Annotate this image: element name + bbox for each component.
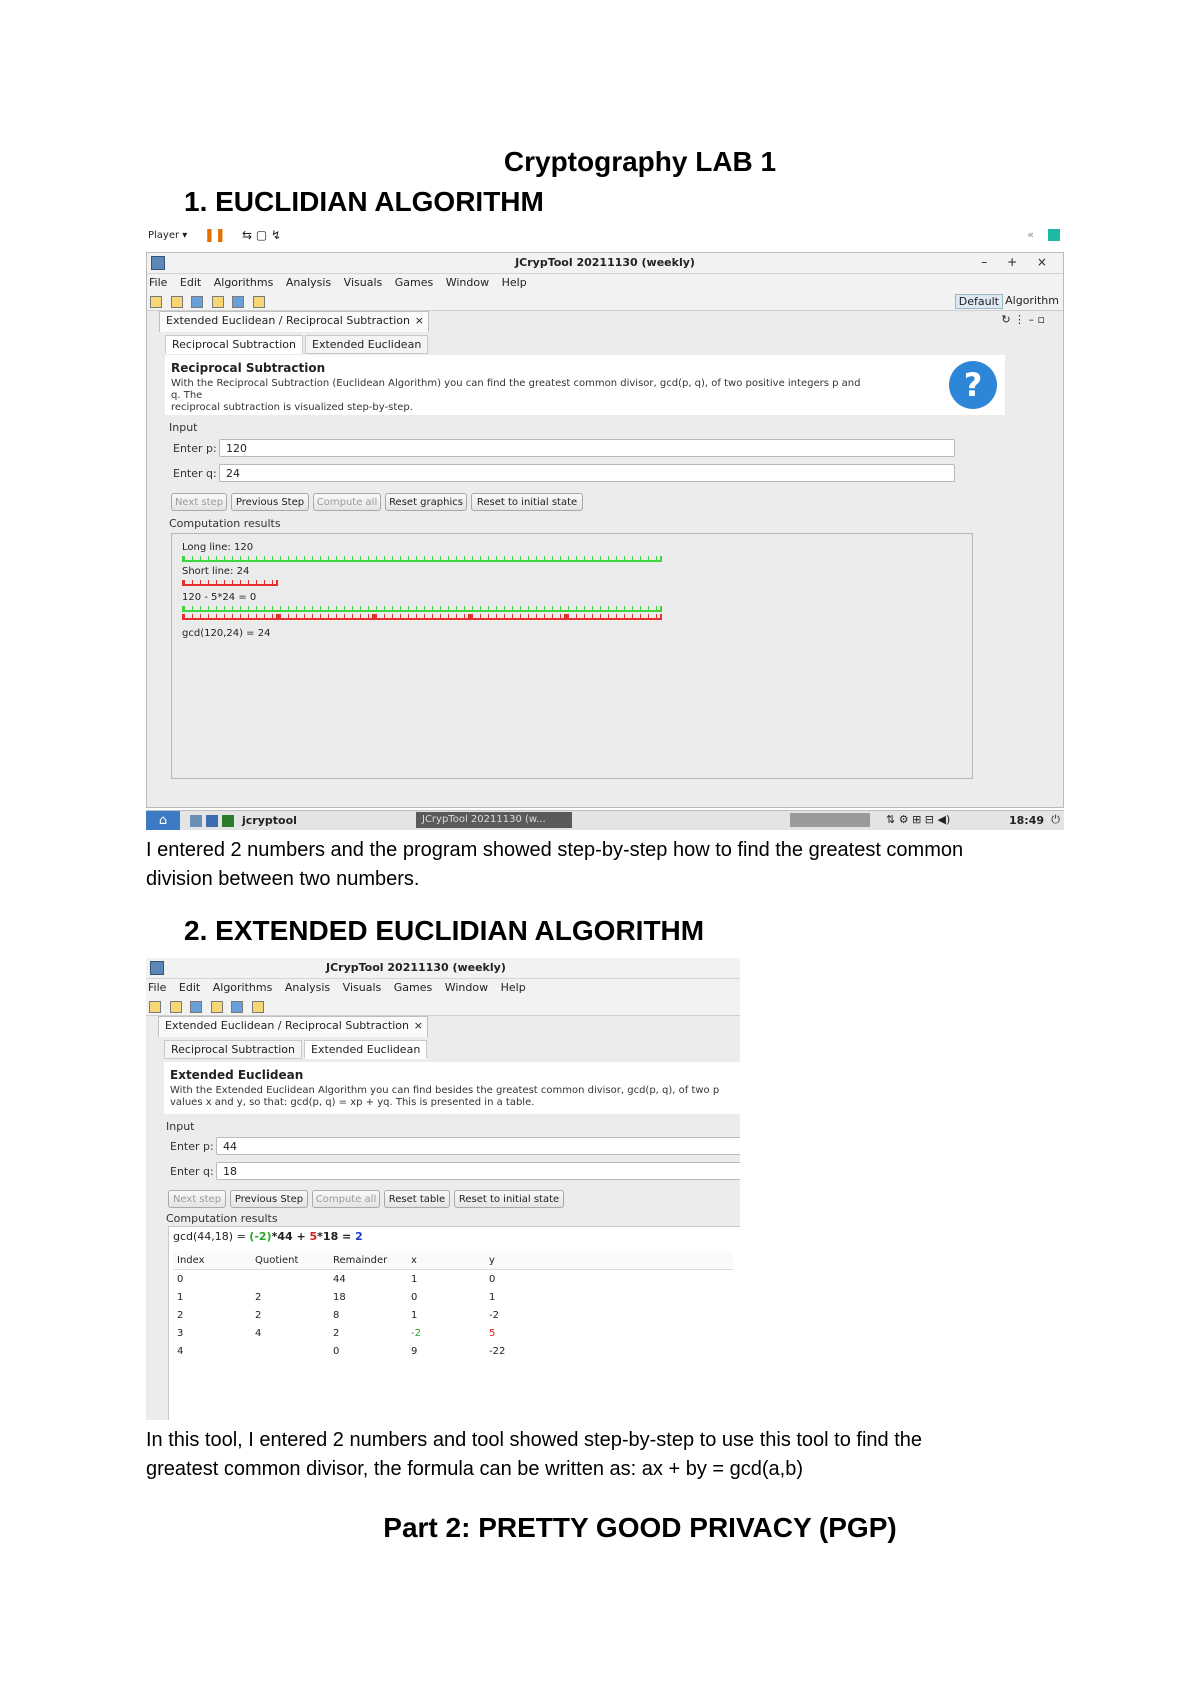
- menu-help[interactable]: Help: [501, 276, 527, 289]
- editor-tab-2[interactable]: [158, 1016, 428, 1037]
- compute-all-button-2[interactable]: Compute all: [312, 1190, 380, 1208]
- clock: 18:49: [1008, 814, 1044, 827]
- cell-remainder: 0: [333, 1345, 340, 1357]
- cell-y: -22: [489, 1345, 506, 1357]
- table-row: [173, 1324, 733, 1342]
- description-line1: With the Reciprocal Subtraction (Euclidean Algorithm) you can find the greatest common divisor, gcd(p, q), of two positive integers p and q. The: [171, 378, 861, 401]
- menu-file-2[interactable]: File: [148, 981, 167, 994]
- toolbar-2: [146, 997, 740, 1016]
- cell-index: 1: [177, 1291, 184, 1303]
- editor-tab-label: Extended Euclidean / Reciprocal Subtraction: [166, 314, 410, 327]
- p-label-2: Enter p:: [170, 1140, 214, 1153]
- cell-quotient: 2: [255, 1291, 262, 1303]
- view-controls-icon[interactable]: ↻ ⋮ – ▫: [1001, 313, 1045, 326]
- description-panel-2: [164, 1062, 740, 1114]
- help-toolbar-icon[interactable]: [232, 296, 244, 308]
- cell-y: 0: [489, 1273, 496, 1285]
- editor-tab-label-2: Extended Euclidean / Reciprocal Subtraction: [165, 1019, 409, 1032]
- long-line-bar-2: [182, 606, 662, 612]
- cell-remainder: 44: [333, 1273, 346, 1285]
- document-title: Cryptography LAB 1: [503, 146, 777, 177]
- menu-bar-2: [146, 979, 740, 997]
- p-input-2[interactable]: 44: [216, 1137, 740, 1155]
- table-header-row: [173, 1251, 733, 1270]
- description-title-2: Extended Euclidean: [170, 1068, 304, 1082]
- taskbar-window-button[interactable]: JCrypTool 20211130 (w...: [416, 812, 572, 828]
- description-line1-2: With the Extended Euclidean Algorithm you can find besides the greatest common divisor, gcd(p, q), of two p: [170, 1085, 720, 1096]
- q-label: Enter q:: [173, 467, 217, 480]
- screenshot-euclid: [146, 226, 1064, 830]
- formula-x: (-2): [249, 1230, 272, 1243]
- new-icon[interactable]: [150, 296, 162, 308]
- input-group-label-2: Input: [166, 1120, 195, 1133]
- cell-y: -2: [489, 1309, 499, 1321]
- header-index: Index: [173, 1251, 251, 1270]
- editor-tab[interactable]: [159, 311, 429, 332]
- results-panel: [171, 533, 973, 779]
- cell-index: 3: [177, 1327, 184, 1339]
- toolbar: [147, 292, 1063, 311]
- app-badge-icon: [1048, 229, 1060, 241]
- open-icon-2[interactable]: [170, 1001, 182, 1013]
- perspective-algorithm[interactable]: Algorithm: [1005, 294, 1059, 307]
- menu-window-2[interactable]: Window: [444, 981, 489, 994]
- help-icon[interactable]: ?: [949, 361, 997, 409]
- cell-index: 2: [177, 1309, 184, 1321]
- previous-step-button[interactable]: Previous Step: [231, 493, 309, 511]
- input-group-label: Input: [169, 421, 198, 434]
- short-line-label: Short line: 24: [182, 566, 250, 577]
- paragraph-1-line2: division between two numbers.: [146, 868, 420, 890]
- cell-x: -2: [411, 1327, 421, 1339]
- pause-icon[interactable]: ❚❚: [204, 228, 226, 243]
- cell-quotient: 4: [255, 1327, 262, 1339]
- previous-step-button-2[interactable]: Previous Step: [230, 1190, 308, 1208]
- q-input[interactable]: 24: [219, 464, 955, 482]
- reset-initial-state-button[interactable]: Reset to initial state: [471, 493, 583, 511]
- collapse-icon[interactable]: «: [1027, 228, 1034, 241]
- part2-heading: Part 2: PRETTY GOOD PRIVACY (PGP): [383, 1512, 897, 1543]
- menu-games-2[interactable]: Games: [393, 981, 433, 994]
- cell-x: 1: [411, 1273, 418, 1285]
- close-tab-icon-2[interactable]: ×: [413, 1019, 423, 1032]
- player-tools-icon[interactable]: ⇆ ▢ ↯: [242, 228, 282, 242]
- cell-x: 1: [411, 1309, 418, 1321]
- menu-analysis-2[interactable]: Analysis: [284, 981, 331, 994]
- formula-y: 5: [309, 1230, 318, 1243]
- results-label-2: Computation results: [166, 1212, 278, 1225]
- new-icon-2[interactable]: [149, 1001, 161, 1013]
- q-label-2: Enter q:: [170, 1165, 214, 1178]
- table-row: [173, 1288, 733, 1306]
- long-line-label: Long line: 120: [182, 542, 254, 553]
- window-titlebar-2: [146, 958, 740, 979]
- window-title-2: JCrypTool 20211130 (weekly): [326, 961, 506, 974]
- files-icon[interactable]: [190, 815, 202, 827]
- table-row: [173, 1270, 733, 1289]
- short-segment-1: [182, 614, 278, 620]
- workspace-indicator: [790, 813, 870, 827]
- tab-extended-euclidean-2[interactable]: Extended Euclidean: [304, 1040, 427, 1059]
- menu-games[interactable]: Games: [394, 276, 434, 289]
- section2-heading: 2. EXTENDED EUCLIDIAN ALGORITHM: [184, 915, 705, 946]
- tray-icons[interactable]: ⇅ ⚙ ⊞ ⊟ ◀): [886, 813, 951, 826]
- header-y: y: [485, 1251, 733, 1270]
- compute-all-button[interactable]: Compute all: [313, 493, 381, 511]
- tab-reciprocal-subtraction[interactable]: Reciprocal Subtraction: [165, 335, 303, 354]
- menu-edit[interactable]: Edit: [179, 276, 202, 289]
- short-segment-4: [470, 614, 566, 620]
- q-input-2[interactable]: 18: [216, 1162, 740, 1180]
- menu-algorithms[interactable]: Algorithms: [213, 276, 274, 289]
- long-line-bar: [182, 556, 662, 562]
- search-icon[interactable]: [253, 296, 265, 308]
- results-label: Computation results: [169, 517, 281, 530]
- menu-analysis[interactable]: Analysis: [285, 276, 332, 289]
- menu-visuals[interactable]: Visuals: [343, 276, 383, 289]
- window-titlebar: [147, 253, 1063, 274]
- formula-mid1: *44 +: [271, 1230, 310, 1243]
- reset-initial-state-button-2[interactable]: Reset to initial state: [454, 1190, 564, 1208]
- jcryptool-window: [146, 252, 1064, 808]
- short-segment-2: [278, 614, 374, 620]
- header-remainder: Remainder: [329, 1251, 407, 1270]
- close-tab-icon[interactable]: ×: [414, 314, 424, 327]
- terminal-icon[interactable]: [222, 815, 234, 827]
- next-step-button[interactable]: Next step: [171, 493, 227, 511]
- browser-icon[interactable]: [206, 815, 218, 827]
- reset-table-button[interactable]: Reset table: [384, 1190, 450, 1208]
- menu-bar: [147, 274, 1063, 292]
- menu-algorithms-2[interactable]: Algorithms: [212, 981, 273, 994]
- results-panel-2: [168, 1226, 740, 1420]
- tab-extended-euclidean[interactable]: Extended Euclidean: [305, 335, 428, 354]
- search-icon-2[interactable]: [252, 1001, 264, 1013]
- section1-heading: 1. EUCLIDIAN ALGORITHM: [184, 186, 544, 217]
- cell-remainder: 8: [333, 1309, 340, 1321]
- p-label: Enter p:: [173, 442, 217, 455]
- description-line2-2: values x and y, so that: gcd(p, q) = xp + yq. This is presented in a table.: [170, 1097, 535, 1108]
- paragraph-2-line2: greatest common divisor, the formula can be written as: ax + by = gcd(a,b): [146, 1458, 803, 1480]
- paragraph-2-line1: In this tool, I entered 2 numbers and tool showed step-by-step to use this tool to find the: [146, 1429, 923, 1451]
- short-line-bar: [182, 580, 278, 586]
- p-input[interactable]: 120: [219, 439, 955, 457]
- short-segment-5: [566, 614, 662, 620]
- description-title: Reciprocal Subtraction: [171, 361, 326, 375]
- cell-y: 1: [489, 1291, 496, 1303]
- menu-help-2[interactable]: Help: [500, 981, 526, 994]
- description-line2: reciprocal subtraction is visualized step-by-step.: [171, 402, 413, 413]
- menu-edit-2[interactable]: Edit: [178, 981, 201, 994]
- taskbar-app-label[interactable]: jcryptool: [242, 814, 297, 827]
- window-title: JCrypTool 20211130 (weekly): [515, 256, 695, 269]
- menu-file[interactable]: File: [149, 276, 168, 289]
- help-toolbar-icon-2[interactable]: [231, 1001, 243, 1013]
- reset-graphics-button[interactable]: Reset graphics: [385, 493, 467, 511]
- start-menu-icon[interactable]: ⌂: [146, 811, 180, 830]
- paragraph-1-line1: I entered 2 numbers and the program showed step-by-step how to find the greatest common: [146, 839, 964, 861]
- table-row: [173, 1306, 733, 1324]
- window-controls[interactable]: – + ×: [981, 255, 1055, 269]
- cell-index: 0: [177, 1273, 184, 1285]
- gcd-result: gcd(120,24) = 24: [182, 628, 271, 639]
- header-x: x: [407, 1251, 485, 1270]
- description-panel: [165, 355, 1005, 415]
- cell-index: 4: [177, 1345, 184, 1357]
- formula-mid2: *18 =: [317, 1230, 356, 1243]
- formula-gcd: 2: [355, 1230, 363, 1243]
- save-icon[interactable]: [191, 296, 203, 308]
- perspective-default[interactable]: Default: [955, 294, 1003, 309]
- cell-quotient: [251, 1342, 329, 1360]
- subtab-bar: [165, 335, 430, 354]
- open-icon[interactable]: [171, 296, 183, 308]
- player-bar: [146, 226, 1064, 246]
- save-icon-2[interactable]: [190, 1001, 202, 1013]
- cell-quotient: [251, 1270, 329, 1289]
- next-step-button-2[interactable]: Next step: [168, 1190, 226, 1208]
- paragraph-1: [146, 836, 1086, 894]
- cell-remainder: 2: [333, 1327, 340, 1339]
- menu-window[interactable]: Window: [445, 276, 490, 289]
- key-icon[interactable]: [212, 296, 224, 308]
- formula-prefix: gcd(44,18) =: [173, 1230, 250, 1243]
- screenshot-extended-euclid: [146, 958, 740, 1420]
- app-icon-2: [150, 961, 164, 975]
- short-segment-3: [374, 614, 470, 620]
- power-icon[interactable]: ⏻: [1051, 813, 1060, 826]
- tab-reciprocal-subtraction-2[interactable]: Reciprocal Subtraction: [164, 1040, 302, 1059]
- gcd-formula: [173, 1230, 363, 1243]
- cell-quotient: 2: [255, 1309, 262, 1321]
- cell-x: 9: [411, 1345, 418, 1357]
- equation-label: 120 - 5*24 = 0: [182, 592, 257, 603]
- cell-x: 0: [411, 1291, 418, 1303]
- header-quotient: Quotient: [251, 1251, 329, 1270]
- menu-visuals-2[interactable]: Visuals: [342, 981, 382, 994]
- player-menu[interactable]: Player ▾: [148, 230, 188, 241]
- taskbar: [146, 810, 1064, 830]
- cell-remainder: 18: [333, 1291, 346, 1303]
- table-row: [173, 1342, 733, 1360]
- results-table: [173, 1251, 733, 1360]
- subtab-bar-2: [164, 1040, 429, 1059]
- paragraph-2: [146, 1426, 1086, 1484]
- cell-y: 5: [489, 1327, 496, 1339]
- key-icon-2[interactable]: [211, 1001, 223, 1013]
